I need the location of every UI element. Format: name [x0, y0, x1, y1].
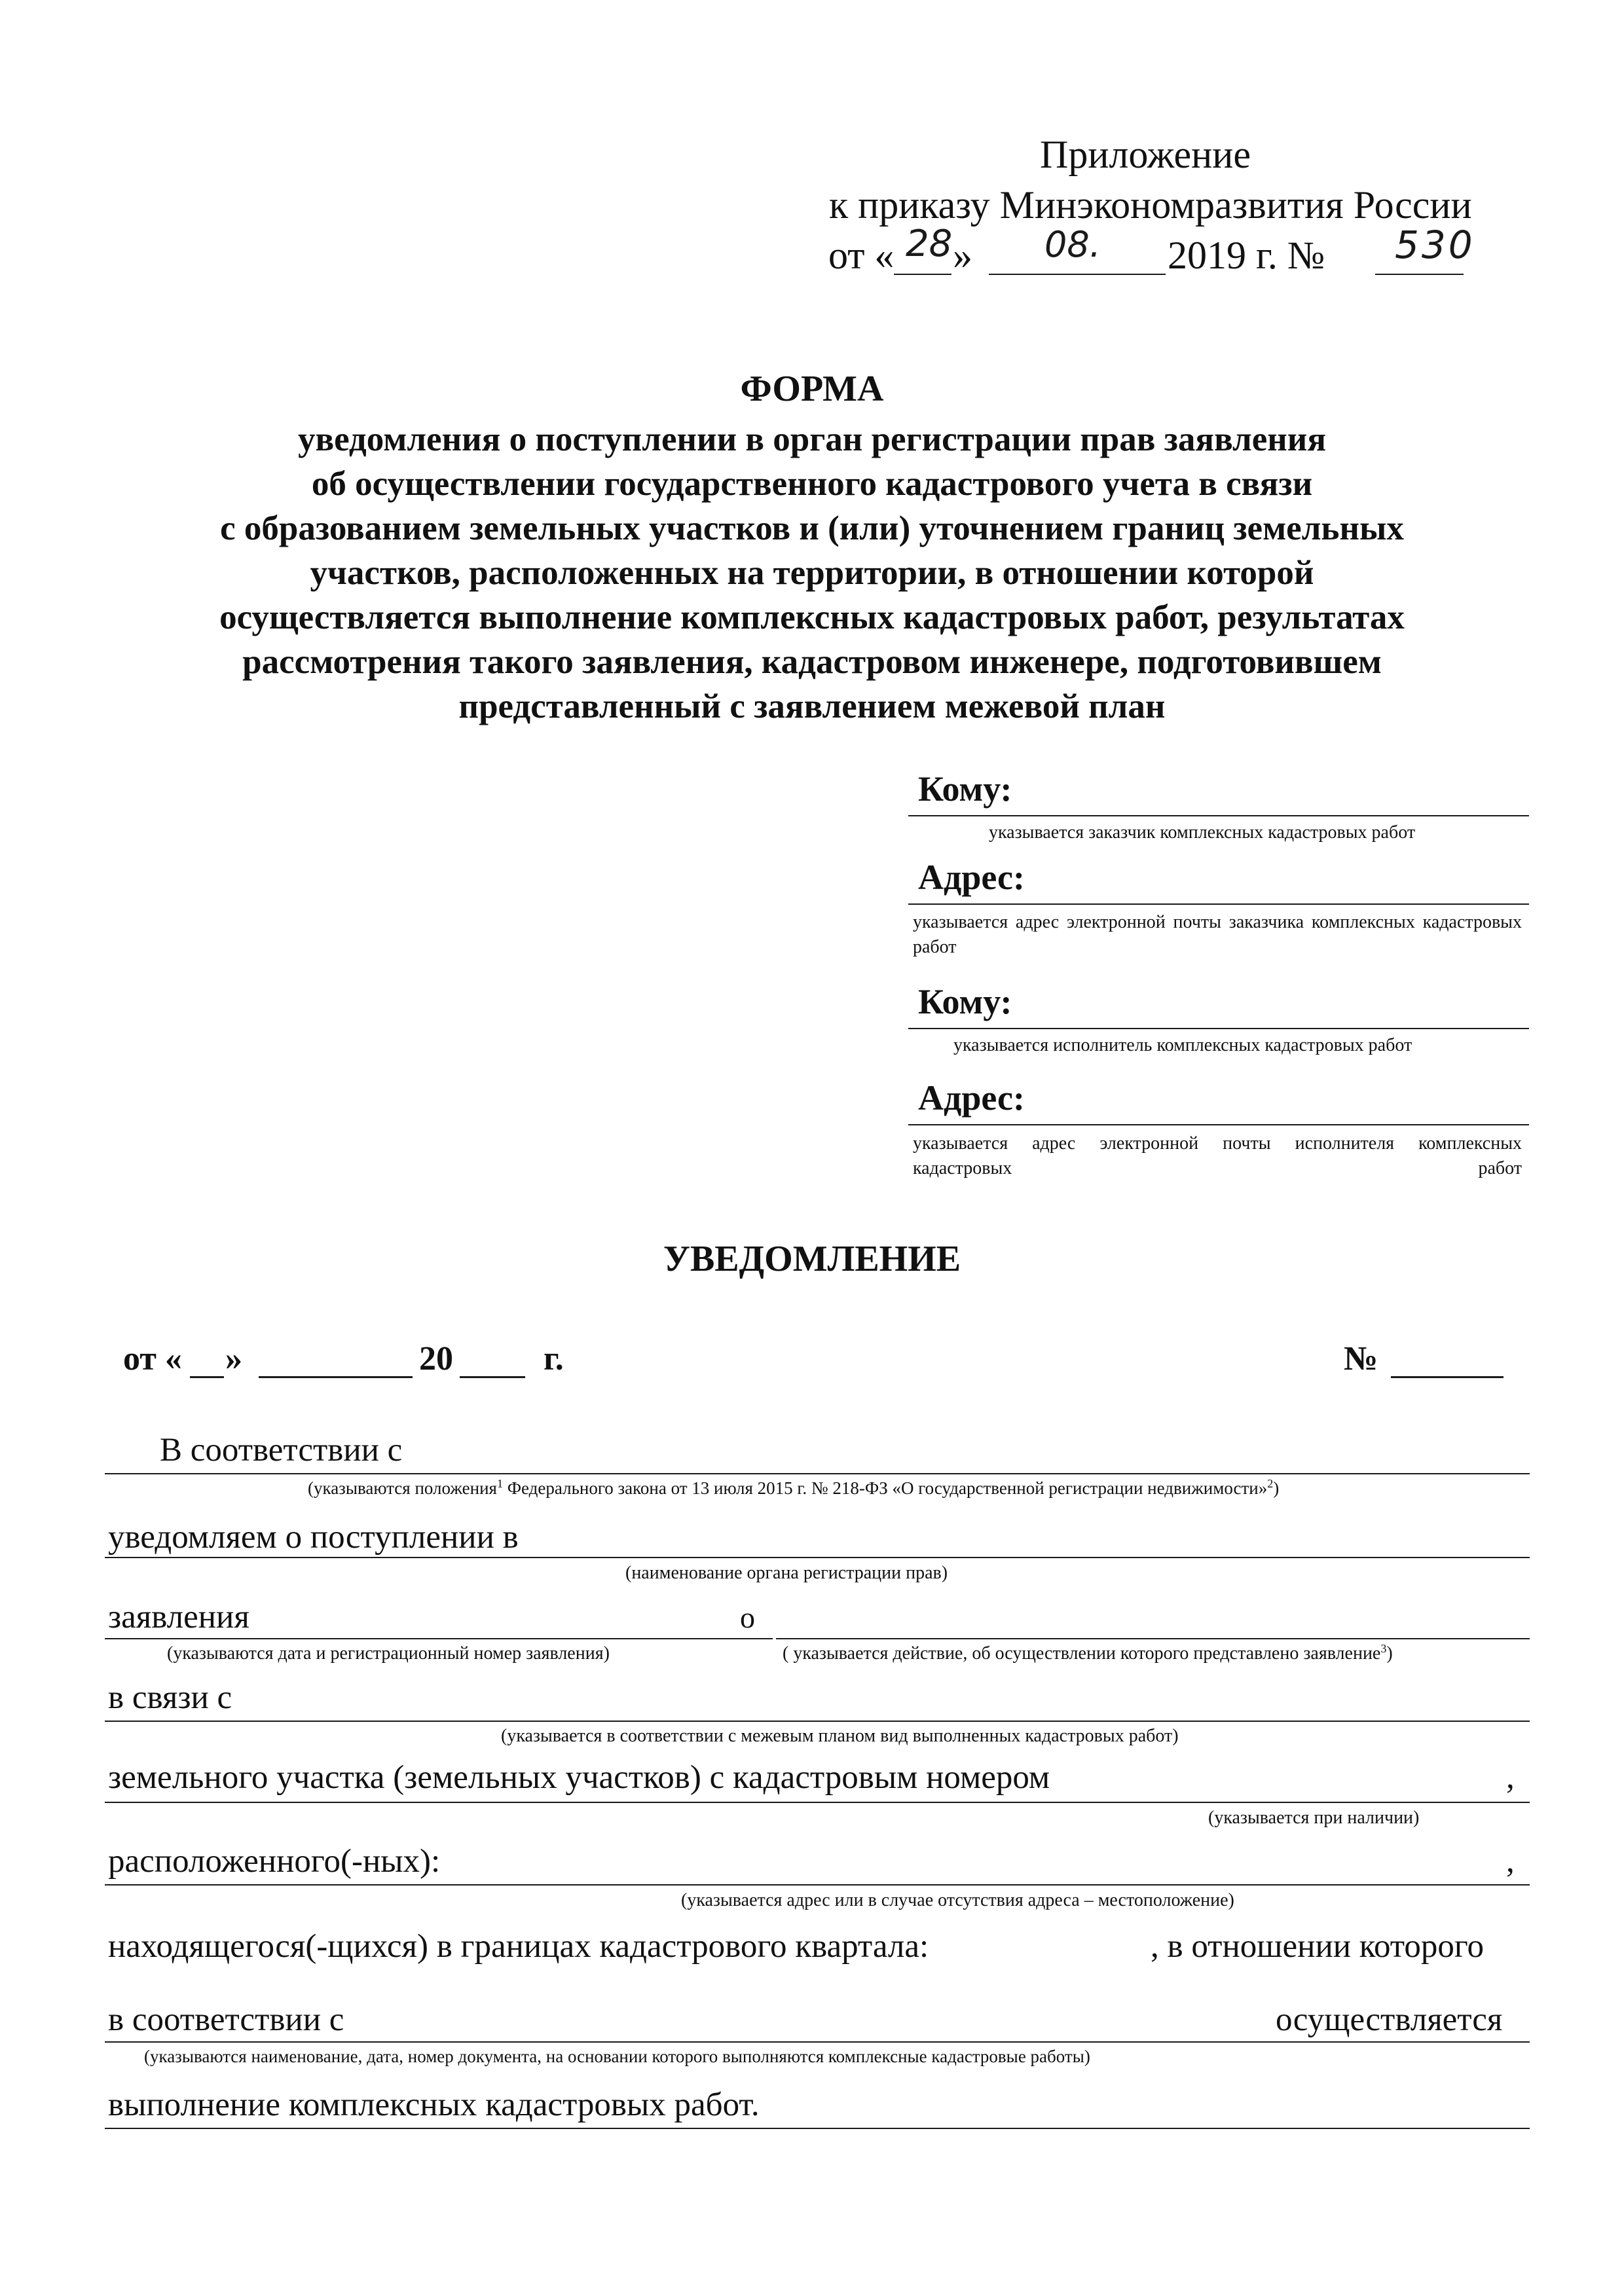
month-underline [989, 274, 1166, 275]
notice-date-prefix: от « [123, 1340, 182, 1377]
hint-address: (указывается адрес или в случае отсутствия адреса – местоположение) [681, 1890, 1234, 1910]
to-line-2 [908, 1028, 1529, 1029]
document-line [105, 2041, 1530, 2043]
to-hint-1: указывается заказчик комплексных кадастровых работ [989, 822, 1416, 843]
works-kind-line [105, 1721, 1530, 1722]
appendix-date-prefix: от « [828, 234, 895, 277]
to-label-2: Кому: [918, 982, 1012, 1021]
notice-day-blank [190, 1376, 224, 1378]
body-carried-out: осуществляется [1276, 2001, 1503, 2038]
appendix-year-number: 2019 г. № [1168, 234, 1325, 277]
hint-action: ( указывается действие, об осуществлении которого представлено заявление$^3$) [783, 1642, 1393, 1664]
hint-organ: (наименование органа регистрации прав) [625, 1563, 948, 1583]
form-title-line-3: с образованием земельных участков и (или) уточнением границ земельных [220, 509, 1404, 547]
hint-document: (указываются наименование, дата, номер документа, на основании которого выполняются комплексные кадастровые работы) [144, 2047, 1090, 2066]
body-application: заявления [108, 1599, 249, 1635]
action-line [776, 1638, 1530, 1639]
form-title-line-7: представленный с заявлением межевой план [458, 687, 1166, 725]
hint-works-kind: (указывается в соответствии с межевым планом вид выполненных кадастровых работ) [501, 1726, 1179, 1746]
address-label-1: Адрес: [918, 858, 1025, 897]
comma-2: , [1506, 1843, 1515, 1880]
appendix-number-handwritten: 530 [1395, 223, 1475, 267]
organ-line [105, 1557, 1530, 1558]
form-heading: ФОРМА [740, 369, 884, 409]
appendix-date-row [828, 223, 1536, 275]
appendix-month-handwritten: 08. [1044, 224, 1101, 265]
body-in-connection: в связи с [108, 1679, 232, 1716]
form-title-line-5: осуществляется выполнение комплексных кадастровых работ, результатах [219, 598, 1405, 636]
to-label-1: Кому: [918, 769, 1012, 809]
number-underline [1375, 274, 1464, 275]
appendix-label: Приложение [1040, 133, 1251, 176]
body-notify-receipt: уведомляем о поступлении в [108, 1519, 519, 1556]
appendix-day-handwritten: 28 [906, 223, 953, 265]
address-line [105, 1884, 1530, 1886]
form-title-line-2: об осуществлении государственного кадастрового учета в связи [311, 465, 1313, 503]
address-hint-2: указывается адрес электронной почты исполнителя комплексных кадастровых работ [913, 1133, 1522, 1178]
address-line-2 [908, 1124, 1529, 1125]
notice-number-sign: № [1344, 1340, 1378, 1377]
notice-month-blank [259, 1376, 413, 1378]
hint-if-exists: (указывается при наличии) [1208, 1808, 1420, 1828]
notice-date-close: » [225, 1340, 242, 1377]
notice-year-suffix: г. [544, 1340, 564, 1377]
cadastral-number-line [105, 1802, 1530, 1803]
address-hint-1: указывается адрес электронной почты заказчика комплексных кадастровых работ [913, 912, 1522, 957]
comma-1: , [1506, 1759, 1515, 1796]
notice-year-blank [460, 1376, 525, 1378]
appendix-order-ref: к приказу Минэкономразвития России [829, 183, 1472, 227]
address-label-2: Адрес: [918, 1078, 1025, 1118]
form-title-line-4: участков, расположенных на территории, в отношении которой [310, 554, 1314, 592]
body-within-quarter: находящегося(-щихся) в границах кадастрового квартала: [108, 1928, 929, 1965]
form-title-line-6: рассмотрения такого заявления, кадастровом инженере, подготовившем [242, 643, 1382, 681]
hint-law: (указываются положения$^1$ Федерального закона от 13 июля 2015 г. № 218-ФЗ «О государственной регистрации недвижимости»$^2$) [308, 1477, 1280, 1498]
hint-app-date: (указываются дата и регистрационный номер заявления) [167, 1643, 610, 1664]
appendix-quote-close: » [953, 234, 972, 277]
notice-number-blank [1391, 1376, 1504, 1378]
notice-century: 20 [419, 1340, 453, 1377]
body-final: выполнение комплексных кадастровых работ. [108, 2086, 760, 2123]
accordance-line [105, 1473, 1530, 1474]
address-line-1 [908, 903, 1529, 905]
day-underline [894, 274, 951, 275]
body-land-plot: земельного участка (земельных участков) с кадастровым номером [108, 1759, 1050, 1796]
body-in-accordance-2: в соответствии с [108, 2001, 344, 2038]
body-located: расположенного(-ных): [108, 1843, 441, 1880]
body-about: о [740, 1601, 755, 1634]
notice-heading: УВЕДОМЛЕНИЕ [663, 1239, 961, 1279]
application-line [105, 1638, 773, 1639]
body-accordance: В соответствии с [160, 1432, 403, 1468]
to-hint-2: указывается исполнитель комплексных кадастровых работ [953, 1035, 1412, 1055]
final-line [105, 2128, 1530, 2129]
to-line-1 [908, 815, 1529, 816]
form-title-line-1: уведомления о поступлении в орган регистрации прав заявления [297, 420, 1327, 458]
body-in-respect: , в отношении которого [1151, 1928, 1485, 1965]
